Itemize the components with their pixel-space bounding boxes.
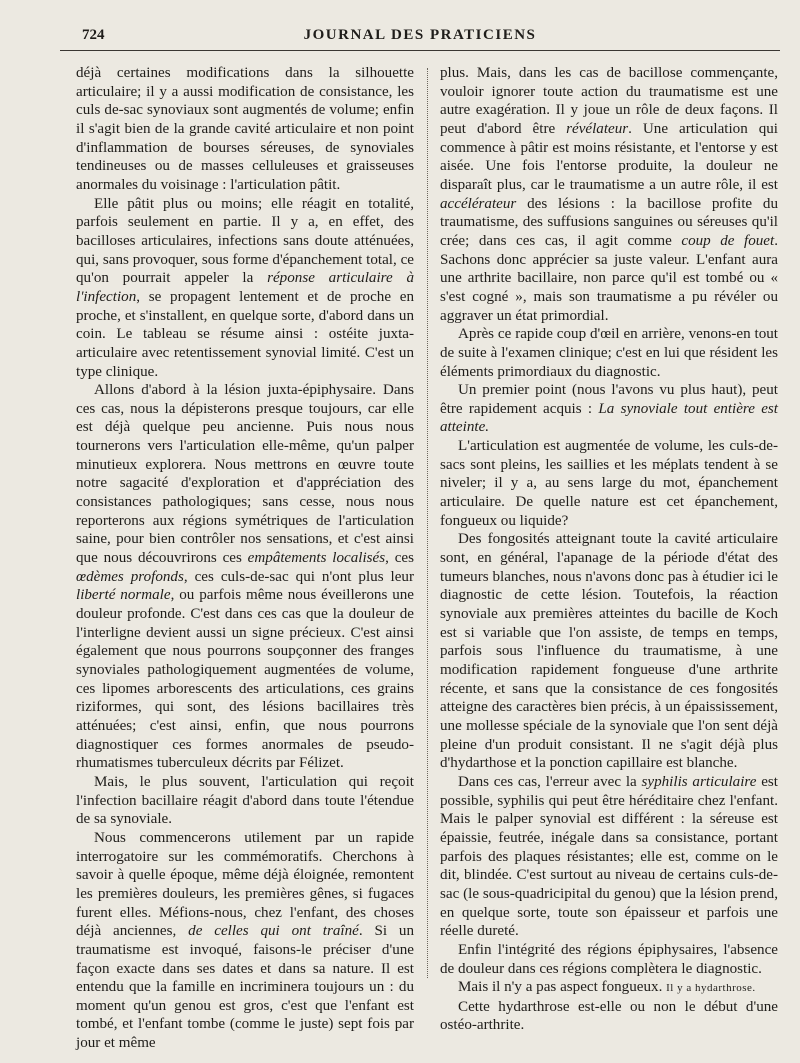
running-header (60, 24, 780, 51)
paragraph: déjà certaines modifications dans la silhouette articulaire; il y a aussi modification de consistance, les culs de-sac synoviaux sont augmentés de volume; enfin il s'agit bien de la grande cavité articulaire et non point d'inflammation de bourses séreuses, de synoviales tendineuses ou de masses celluleuses et graisseuses anormales du voisinage : l'articulation pâtit. (76, 65, 414, 193)
column-divider (427, 68, 428, 978)
paragraph: L'articulation est augmentée de volume, les culs-de-sacs sont pleins, les saillies et les méplats tendent à se niveler; il y a, au sens large du mot, épanchement articulaire. De quelle nature est cet épanchement, fongueux ou liquide? (440, 438, 778, 529)
paragraph: Nous commencerons utilement par un rapide interrogatoire sur les commémoratifs. Cherchons à savoir à quelle époque, même déjà éloignée, remontent les premières douleurs, les premières gênes, si fugaces furent elles. Méfions-nous, chez l'enfant, des choses déjà anciennes, de celles qui ont traîné. Si un traumatisme est invoqué, faisons-le préciser d'une façon exacte dans ses dates et dans sa nature. Il est entendu que la famille en incriminera toujours un : du moment qu'un genou est gros, c'est que l'enfant est tombé, et l'enfant tombe (comme le juste) sept fois par jour et même (76, 829, 414, 1052)
small-caps-term: Il y a hydarthrose. (666, 982, 756, 995)
italic-term: La synoviale tout entière est atteinte. (440, 400, 778, 436)
italic-term: liberté normale (76, 587, 171, 604)
paragraph: Après ce rapide coup d'œil en arrière, venons-en tout de suite à l'examen clinique; c'est en lui que résident les éléments primordiaux du diagnostic. (440, 326, 778, 380)
italic-term: coup de fouet (681, 232, 775, 249)
italic-term: révélateur (566, 120, 629, 137)
paragraph: Enfin l'intégrité des régions épiphysaires, l'absence de douleur dans ces régions complètera le diagnostic. (440, 941, 778, 977)
paragraph: Elle pâtit plus ou moins; elle réagit en totalité, parfois seulement en partie. Il y a, en effet, des bacilloses articulaires, infections sans doute atténuées, qui, sans provoquer, sous forme d'épanchement total, ce qu'on pourrait appeler la réponse articulaire à l'infection, se propagent lentement et de proche en proche, et s'installent, en quelque sorte, d'abord dans un coin. Le tableau se résume ainsi : ostéite juxta-articulaire avec retentissement synovial limité. C'est un type clinique. (76, 195, 414, 380)
italic-term: syphilis articulaire (641, 773, 757, 790)
page-number: 724 (82, 27, 105, 43)
paragraph: Un premier point (nous l'avons vu plus haut), peut être rapidement acquis : La synoviale tout entière est atteinte. (440, 382, 778, 436)
right-column (440, 64, 778, 1035)
italic-term: empâtements localisés (247, 550, 386, 567)
paragraph: Cette hydarthrose est-elle ou non le début d'une ostéo-arthrite. (440, 998, 778, 1034)
italic-term: œdèmes profonds (76, 568, 184, 585)
paragraph: Mais il n'y a pas aspect fongueux. Il y a hydarthrose. (458, 979, 756, 996)
paragraph: plus. Mais, dans les cas de bacillose commençante, vouloir ignorer toute action du traumatisme est une autre exagération. Il y joue un rôle de deux façons. Il peut d'abord être révélateur. Une articulation qui commence à pâtir est moins résistante, et l'entorse y est aisée. Une fois l'entorse produite, la douleur ne disparaît plus, car le traumatisme a un autre rôle, il est accélérateur des lésions : la bacillose profite du traumatisme, des suffusions sanguines ou séreuses qu'il crée; dans ces cas, il agit comme coup de fouet. Sachons donc apprécier sa juste valeur. L'enfant aura une arthrite bacillaire, non parce qu'il est tombé ou « s'est cogné », mais son traumatisme a pu révéler ou aggraver un état primordial. (440, 65, 779, 324)
paragraph: Allons d'abord à la lésion juxta-épiphysaire. Dans ces cas, nous la dépisterons presque toujours, car elle est déjà quelque peu ancienne. Puis nous nous tournerons vers l'articulation elle-même, qu'un palper minutieux explorera. Nous mettrons en œuvre toute notre sagacité d'exploration et d'appréciation des consistances pathologiques; sans cesse, nous nous reporterons aux régions symétriques de l'articulation saine, pour bien contrôler nos sensations, et c'est ainsi que nous découvrirons ces empâtements localisés, ces œdèmes profonds, ces culs-de-sac qui n'ont plus leur liberté normale, ou parfois même nous éveillerons une douleur profonde. C'est dans ces cas que la douleur de l'interligne devient aussi un signe précieux. C'est ainsi également que nous pourrons soupçonner des franges synoviales pathologiquement augmentées de volume, ces lipomes arborescents des articulations, ces grains riziformes, qui sont, des lésions bacillaires très atténuées; c'est ainsi, enfin, que nous pourrons diagnostiquer ces formes anormales de pseudo-rhumatismes tuberculeux décrits par Félizet. (76, 382, 415, 772)
paragraph: Des fongosités atteignant toute la cavité articulaire sont, en général, l'apanage de la période d'état des tumeurs blanches, nous n'avons donc pas à étudier ici le diagnostic de cette lésion. Toutefois, la réaction synoviale aux premières atteintes du bacille de Koch est si variable que l'on assiste, de temps en temps, parfois sous l'influence du traumatisme, à une modification rapidement fongueuse d'une arthrite récente, et sans que la consistance de ces fongosités atteigne des caractères bien précis, à un épaississement, une mollesse spéciale de la synoviale que l'on sent déjà pleine d'un produit consistant. Il ne s'agit déjà plus d'hydarthose et la ponction capillaire est blanche. (440, 531, 778, 772)
left-column (76, 64, 414, 1053)
journal-title: JOURNAL DES PRATICIENS (303, 27, 537, 43)
italic-term: réponse articulaire à l'infection (76, 270, 414, 305)
paragraph: Dans ces cas, l'erreur avec la syphilis articulaire est possible, syphilis qui peut être héréditaire chez l'enfant. Mais le palper synovial est différent : la séreuse est épaissie, feutrée, inégale dans sa consistance, portant parfois des plaques résistantes; elle est, comme on le dit, blindée. C'est surtout au niveau de certains culs-de-sac (le sous-quadricipital du genou) que la lésion prend, en quelque sorte, toute son épaisseur et parfois une réelle dureté. (440, 773, 778, 940)
italic-term: accélérateur (440, 195, 517, 212)
italic-term: de celles qui ont traîné (188, 923, 359, 940)
paragraph: Mais, le plus souvent, l'articulation qui reçoit l'infection bacillaire réagit d'abord dans toute l'étendue de sa synoviale. (76, 773, 414, 828)
